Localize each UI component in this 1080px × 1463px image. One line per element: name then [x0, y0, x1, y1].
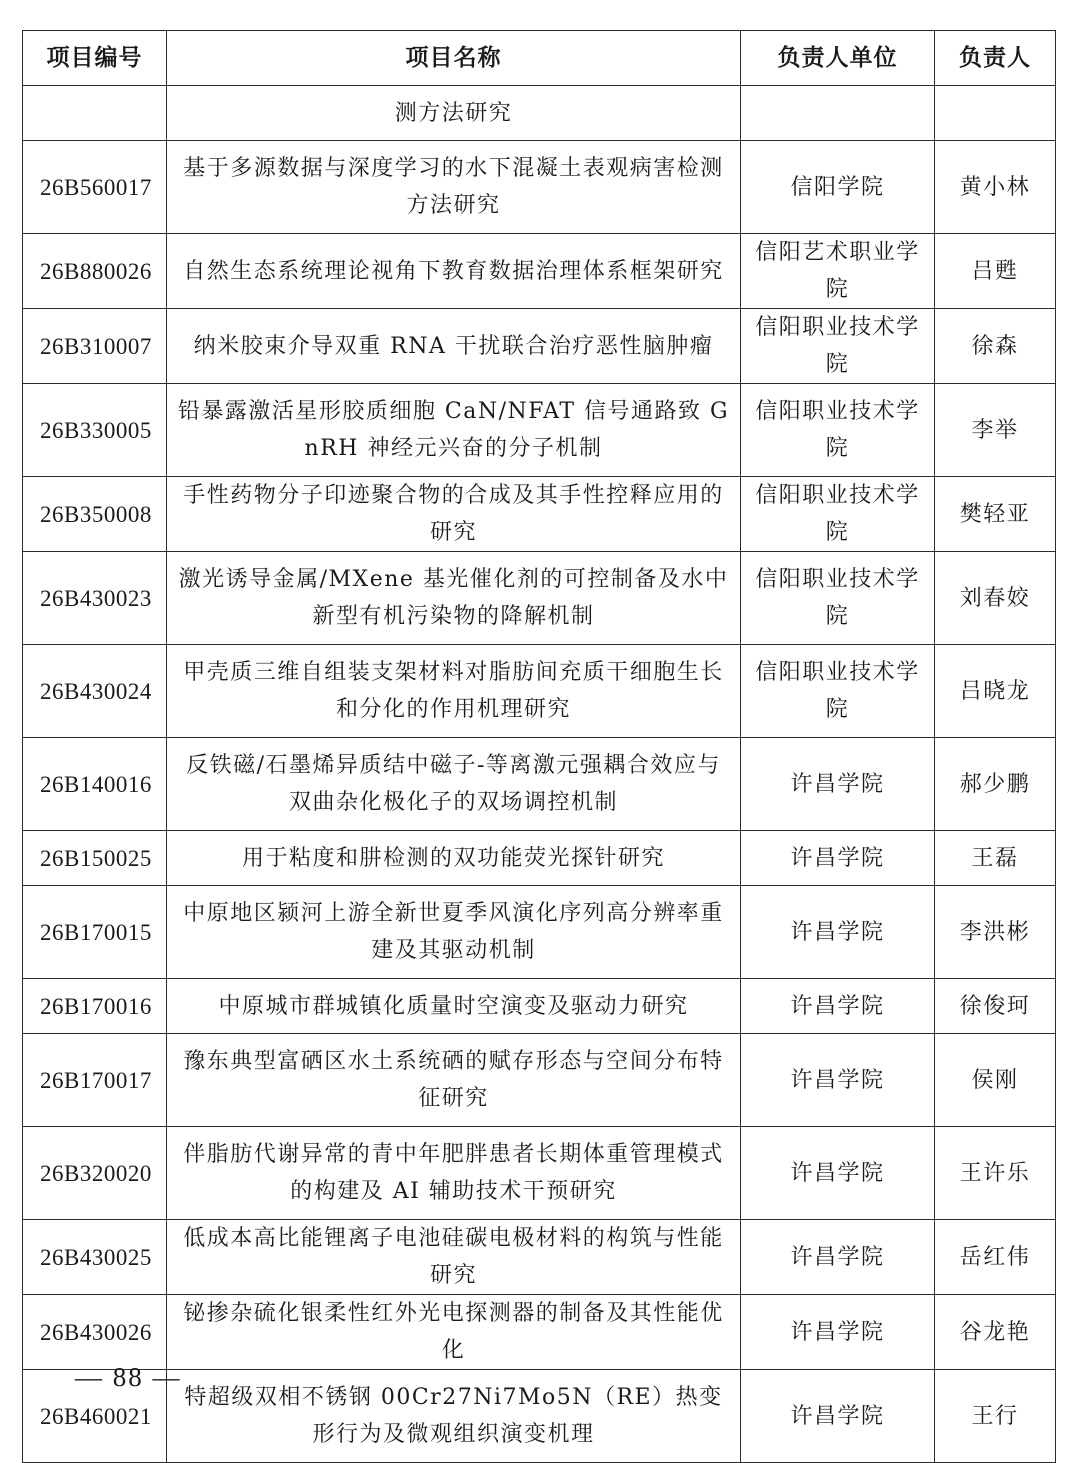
cell-person: 黄小林 [935, 141, 1056, 234]
table-row [23, 831, 1056, 886]
header-project-code: 项目编号 [23, 31, 167, 86]
cell-unit: 信阳职业技术学院 [741, 384, 935, 477]
cell-person: 王许乐 [935, 1127, 1056, 1220]
cell-unit: 信阳职业技术学院 [741, 552, 935, 645]
cell-unit: 信阳学院 [741, 141, 935, 234]
cell-unit [741, 86, 935, 141]
cell-unit: 许昌学院 [741, 886, 935, 979]
table-row [23, 979, 1056, 1034]
table-header-row [23, 31, 1056, 86]
cell-project-name: 测方法研究 [167, 86, 741, 141]
cell-unit: 信阳职业技术学院 [741, 309, 935, 384]
table-row [23, 309, 1056, 384]
cell-project-name: 低成本高比能锂离子电池硅碳电极材料的构筑与性能研究 [167, 1220, 741, 1295]
cell-person: 吕甦 [935, 234, 1056, 309]
cell-project-name: 反铁磁/石墨烯异质结中磁子-等离激元强耦合效应与双曲杂化极化子的双场调控机制 [167, 738, 741, 831]
cell-project-name: 自然生态系统理论视角下教育数据治理体系框架研究 [167, 234, 741, 309]
cell-person [935, 86, 1056, 141]
cell-person: 岳红伟 [935, 1220, 1056, 1295]
cell-person: 谷龙艳 [935, 1295, 1056, 1370]
cell-unit: 许昌学院 [741, 1127, 935, 1220]
cell-project-code: 26B170015 [23, 886, 167, 979]
cell-project-code: 26B320020 [23, 1127, 167, 1220]
cell-person: 樊轻亚 [935, 477, 1056, 552]
cell-project-name: 铅暴露激活星形胶质细胞 CaN/NFAT 信号通路致 GnRH 神经元兴奋的分子机制 [167, 384, 741, 477]
header-person: 负责人 [935, 31, 1056, 86]
cell-unit: 许昌学院 [741, 1034, 935, 1127]
cell-project-code: 26B460021 [23, 1370, 167, 1463]
cell-project-name: 激光诱导金属/MXene 基光催化剂的可控制备及水中新型有机污染物的降解机制 [167, 552, 741, 645]
cell-project-code: 26B140016 [23, 738, 167, 831]
cell-project-name: 基于多源数据与深度学习的水下混凝土表观病害检测方法研究 [167, 141, 741, 234]
cell-project-code: 26B170017 [23, 1034, 167, 1127]
cell-project-code: 26B170016 [23, 979, 167, 1034]
cell-person: 王磊 [935, 831, 1056, 886]
project-table [22, 30, 1056, 1463]
cell-unit: 信阳职业技术学院 [741, 645, 935, 738]
cell-person: 徐森 [935, 309, 1056, 384]
cell-project-name: 手性药物分子印迹聚合物的合成及其手性控释应用的研究 [167, 477, 741, 552]
cell-unit: 许昌学院 [741, 1370, 935, 1463]
cell-project-code: 26B330005 [23, 384, 167, 477]
cell-unit: 信阳艺术职业学院 [741, 234, 935, 309]
cell-project-name: 用于粘度和肼检测的双功能荧光探针研究 [167, 831, 741, 886]
table-row [23, 141, 1056, 234]
cell-project-code: 26B350008 [23, 477, 167, 552]
cell-person: 郝少鹏 [935, 738, 1056, 831]
cell-person: 刘春姣 [935, 552, 1056, 645]
cell-unit: 许昌学院 [741, 831, 935, 886]
table-row [23, 552, 1056, 645]
table-row [23, 886, 1056, 979]
table-row [23, 477, 1056, 552]
cell-project-code: 26B430023 [23, 552, 167, 645]
cell-unit: 许昌学院 [741, 1295, 935, 1370]
cell-person: 李举 [935, 384, 1056, 477]
table-row [23, 645, 1056, 738]
table-row [23, 738, 1056, 831]
cell-project-code: 26B150025 [23, 831, 167, 886]
cell-project-code: 26B560017 [23, 141, 167, 234]
cell-unit: 信阳职业技术学院 [741, 477, 935, 552]
page-number: — 88 — [75, 1362, 182, 1392]
header-unit: 负责人单位 [741, 31, 935, 86]
cell-person: 李洪彬 [935, 886, 1056, 979]
cell-project-name: 中原地区颍河上游全新世夏季风演化序列高分辨率重建及其驱动机制 [167, 886, 741, 979]
cell-project-code: 26B880026 [23, 234, 167, 309]
header-project-name: 项目名称 [167, 31, 741, 86]
cell-unit: 许昌学院 [741, 1220, 935, 1295]
cell-project-name: 甲壳质三维自组装支架材料对脂肪间充质干细胞生长和分化的作用机理研究 [167, 645, 741, 738]
cell-project-code: 26B430024 [23, 645, 167, 738]
cell-person: 吕晓龙 [935, 645, 1056, 738]
cell-project-code: 26B430026 [23, 1295, 167, 1370]
cell-unit: 许昌学院 [741, 979, 935, 1034]
table-row [23, 1295, 1056, 1370]
cell-project-name: 纳米胶束介导双重 RNA 干扰联合治疗恶性脑肿瘤 [167, 309, 741, 384]
table-row [23, 1220, 1056, 1295]
cell-project-name: 豫东典型富硒区水土系统硒的赋存形态与空间分布特征研究 [167, 1034, 741, 1127]
cell-project-code: 26B430025 [23, 1220, 167, 1295]
table-row [23, 234, 1056, 309]
table-row [23, 86, 1056, 141]
cell-project-name: 铋掺杂硫化银柔性红外光电探测器的制备及其性能优化 [167, 1295, 741, 1370]
table-row [23, 1127, 1056, 1220]
cell-person: 王行 [935, 1370, 1056, 1463]
cell-project-name: 伴脂肪代谢异常的青中年肥胖患者长期体重管理模式的构建及 AI 辅助技术干预研究 [167, 1127, 741, 1220]
cell-unit: 许昌学院 [741, 738, 935, 831]
cell-project-name: 特超级双相不锈钢 00Cr27Ni7Mo5N（RE）热变形行为及微观组织演变机理 [167, 1370, 741, 1463]
table-row [23, 1034, 1056, 1127]
cell-project-code: 26B310007 [23, 309, 167, 384]
project-table-container [22, 30, 1055, 1463]
cell-person: 侯刚 [935, 1034, 1056, 1127]
cell-project-name: 中原城市群城镇化质量时空演变及驱动力研究 [167, 979, 741, 1034]
cell-project-code [23, 86, 167, 141]
cell-person: 徐俊珂 [935, 979, 1056, 1034]
table-row [23, 384, 1056, 477]
